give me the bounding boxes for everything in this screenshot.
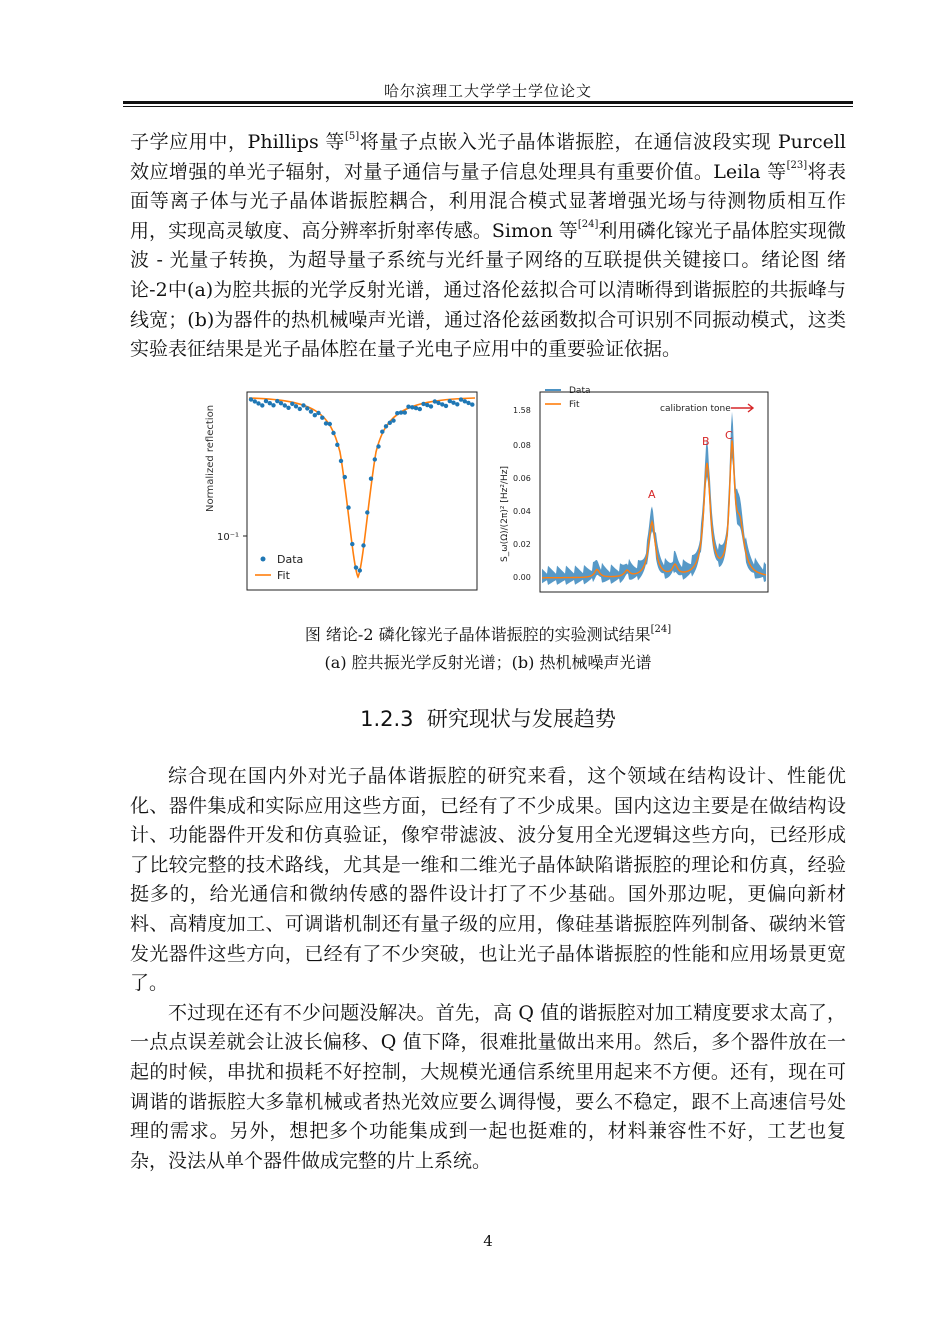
data-point: [260, 403, 264, 407]
figure-caption: 图 绪论-2 磷化镓光子晶体谐振腔的实验测试结果[24]: [304, 623, 672, 644]
data-point: [283, 403, 287, 407]
peak-label-c: C: [725, 429, 733, 442]
peak-label-a: A: [648, 488, 656, 501]
data-point: [339, 459, 343, 463]
data-point: [331, 431, 335, 435]
panel-b-fit-curve: [542, 440, 766, 577]
paragraph-3: 不过现在还有不少问题没解决。首先，高 Q 值的谐振腔对加工精度要求太高了，一点点误差就会让波长偏移、Q 值下降，很难批量做出来用。然后，多个器件放在一起的时候，串扰和损耗不好控制，大规模光通信系统里用起来不方便。还有，现在可调谐的谐振腔大多靠机械或者热光效应要么调得慢，要么不稳定，跟不上高速信号处理的需求。另外，想把多个功能集成到一起也挺难的，材料兼容性不好，工艺也复杂，没法从单个器件做成完整的片上系统。: [130, 1001, 846, 1172]
data-point: [421, 402, 425, 406]
paragraph-1: 子学应用中，Phillips 等[5]将量子点嵌入光子晶体谐振腔，在通信波段实现 Purcell 效应增强的单光子辐射，对量子通信与量子信息处理具有重要价值。Leila 等[23]将表面等离子体与光子晶体谐振腔耦合，利用混合模式显著增强光场与待测物质相互作用，实现高灵敏度、高分辨率折射率传感。Simon 等[24]利用磷化镓光子晶体腔实现微波 - 光量子转换，为超导量子系统与光纤量子网络的互联提供关键接口。绪论图 绪论-2中(a)为腔共振的光学反射光谱，通过洛伦兹拟合可以清晰得到谐振腔的共振峰与线宽；(b)为器件的热机械噪声光谱，通过洛伦兹函数拟合可识别不同振动模式，这类实验表征结果是光子晶体腔在量子光电子应用中的重要验证依据。: [130, 130, 847, 361]
panel-a-fit-curve: [249, 398, 475, 577]
ytick-5: 1.58: [513, 406, 531, 415]
data-point: [403, 410, 407, 414]
data-point: [328, 422, 332, 426]
data-point: [343, 475, 347, 479]
panel-a-legend: [255, 553, 303, 582]
data-point: [275, 399, 279, 403]
data-point: [279, 401, 283, 405]
panel-b-ylabel: S_ω(Ω)/(2π)² [Hz²/Hz]: [500, 466, 510, 562]
data-point: [451, 401, 455, 405]
ytick-1: 0.02: [513, 540, 531, 549]
data-point: [380, 430, 384, 434]
data-point: [256, 401, 260, 405]
data-point: [249, 397, 253, 401]
data-point: [470, 402, 474, 406]
data-point: [305, 406, 309, 410]
panel-b-thermomechanical-noise: [500, 386, 768, 592]
data-point: [388, 421, 392, 425]
data-point: [384, 424, 388, 428]
section-title: 研究现状与发展趋势: [426, 707, 616, 731]
running-header: 哈尔滨理工大学学士学位论文: [383, 82, 592, 100]
data-point: [324, 421, 328, 425]
panel-b-yticks: [513, 406, 531, 582]
figure-subcaption: (a) 腔共振光学反射光谱；(b) 热机械噪声光谱: [324, 653, 652, 672]
data-point: [373, 457, 377, 461]
panel-a-ytick-label: 10⁻¹: [217, 532, 240, 543]
legend-data-marker: [261, 557, 266, 562]
data-point: [346, 505, 350, 509]
paragraph-2: 综合现在国内外对光子晶体谐振腔的研究来看，这个领域在结构设计、性能优化、器件集成和实际应用这些方面，已经有了不少成果。国内这边主要是在做结构设计、功能器件开发和仿真验证，像窄带滤波、波分复用全光逻辑这些方向，已经形成了比较完整的技术路线，尤其是一维和二维光子晶体缺陷谐振腔的理论和仿真，经验挺多的，给光通信和微纳传感的器件设计打了不少基础。国外那边呢，更偏向新材料、高精度加工、可调谐机制还有量子级的应用，像硅基谐振腔阵列制备、碳纳米管发光器件这些方向，已经有了不少突破，也让光子晶体谐振腔的性能和应用场景更宽了。: [130, 765, 846, 995]
peak-label-b: B: [702, 435, 710, 448]
data-point: [399, 410, 403, 414]
citation-23[interactable]: [23]: [786, 160, 808, 172]
page-number: 4: [483, 1232, 493, 1250]
data-point: [395, 411, 399, 415]
data-point: [354, 565, 358, 569]
data-point: [290, 402, 294, 406]
data-point: [414, 406, 418, 410]
data-point: [264, 399, 268, 403]
header-rule-thin: [123, 106, 853, 107]
body-paragraphs: [130, 762, 846, 1176]
data-point: [459, 397, 463, 401]
data-point: [271, 403, 275, 407]
panel-a-data-points: [249, 397, 475, 572]
data-point: [294, 404, 298, 408]
figure-intro-2: [205, 386, 775, 604]
calibration-arrow-icon: [731, 404, 753, 412]
legend-b-data-label: Data: [569, 386, 591, 396]
header-rule-thick: [123, 101, 853, 104]
data-point: [418, 407, 422, 411]
legend-data-label: Data: [277, 553, 304, 566]
section-heading: [130, 703, 846, 733]
data-point: [436, 401, 440, 405]
data-point: [313, 413, 317, 417]
data-point: [320, 416, 324, 420]
caption-citation[interactable]: [24]: [650, 623, 672, 635]
data-point: [391, 418, 395, 422]
data-point: [268, 401, 272, 405]
data-point: [286, 406, 290, 410]
data-point: [365, 510, 369, 514]
ytick-2: 0.04: [513, 507, 531, 516]
data-point: [298, 407, 302, 411]
data-point: [316, 411, 320, 415]
data-point: [309, 409, 313, 413]
citation-5[interactable]: [5]: [345, 130, 360, 142]
data-point: [358, 568, 362, 572]
calibration-tone-label: calibration tone: [660, 404, 731, 414]
legend-fit-label: Fit: [277, 569, 290, 582]
data-point: [406, 405, 410, 409]
data-point: [466, 401, 470, 405]
panel-a-reflection-spectrum: [205, 392, 477, 590]
data-point: [444, 404, 448, 408]
data-point: [335, 443, 339, 447]
data-point: [429, 404, 433, 408]
panel-a-ylabel: Normalized reflection: [205, 404, 216, 512]
legend-b-fit-label: Fit: [569, 400, 580, 410]
data-point: [253, 399, 257, 403]
panel-b-legend: [545, 386, 591, 410]
citation-24[interactable]: [24]: [577, 219, 599, 231]
ytick-4: 0.08: [513, 441, 531, 450]
ytick-0: 0.00: [513, 573, 531, 582]
data-point: [369, 477, 373, 481]
ytick-3: 0.06: [513, 474, 531, 483]
data-point: [455, 402, 459, 406]
data-point: [350, 542, 354, 546]
section-number: 1.2.3: [360, 707, 414, 731]
data-point: [361, 543, 365, 547]
data-point: [301, 403, 305, 407]
data-point: [410, 405, 414, 409]
data-point: [376, 444, 380, 448]
